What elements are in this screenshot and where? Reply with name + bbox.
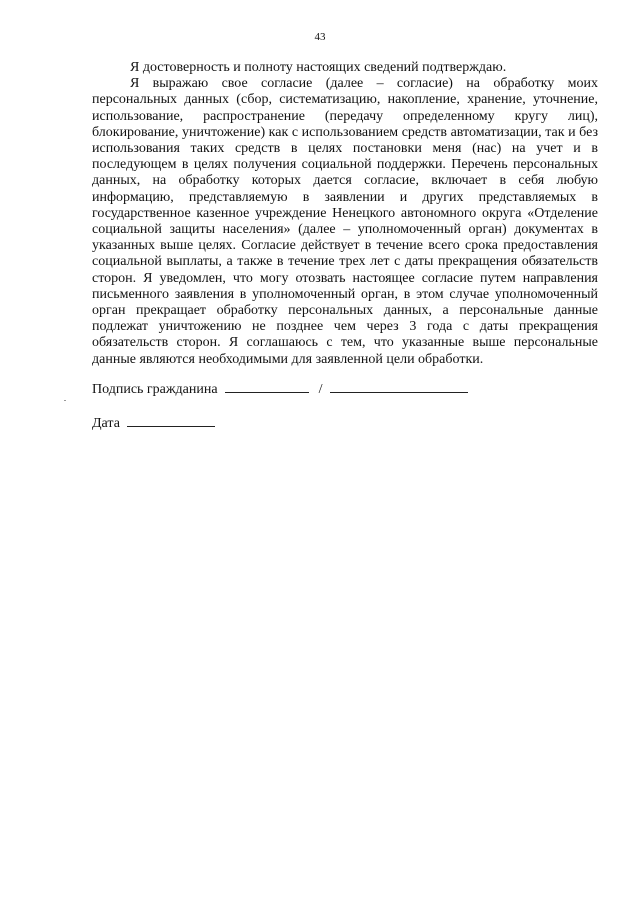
date-label: Дата <box>92 416 120 431</box>
signature-label: Подпись гражданина <box>92 382 218 397</box>
date-field[interactable] <box>127 414 215 427</box>
signature-row <box>92 380 468 398</box>
signature-name-field[interactable] <box>330 380 468 393</box>
signature-field[interactable] <box>225 380 309 393</box>
page-number: 43 <box>314 31 326 43</box>
scan-mark <box>64 400 66 401</box>
consent-paragraph: Я выражаю свое согласие (далее – согласие) на обработку моих персональных данных (сбор, систематизацию, накопление, хранение, уточнение, использование, распространение (передачу определенному кругу лиц), блокирование, уничтожение) как с использованием средств автоматизации, так и без использования таких средств в целях постановки меня (нас) на учет и в последующем в целях получения социальной поддержки. Перечень персональных данных, на обработку которых дается согласие, включает в себя любую информацию, представляемую в заявлении и других представляемых в государственное казенное учреждение Ненецкого автономного округа «Отделение социальной защиты населения» (далее – уполномоченный орган) документах в указанных выше целях. Согласие действует в течение всего срока предоставления социальной выплаты, а также в течение трех лет с даты прекращения обязательств сторон. Я уведомлен, что могу отозвать настоящее согласие путем направления письменного заявления в уполномоченный орган, в этом случае уполномоченный орган прекращает обработку персональных данных, а персональные данные подлежат уничтожению не позднее чем через 3 года с даты прекращения обязательств сторон. Я соглашаюсь с тем, что указанные выше персональные данные являются необходимыми для заявленной цели обработки. <box>92 76 598 367</box>
signature-separator: / <box>318 382 323 397</box>
confirmation-paragraph: Я достоверность и полноту настоящих сведений подтверждаю. <box>130 60 507 75</box>
consent-text <box>92 60 598 368</box>
date-row <box>92 414 215 432</box>
